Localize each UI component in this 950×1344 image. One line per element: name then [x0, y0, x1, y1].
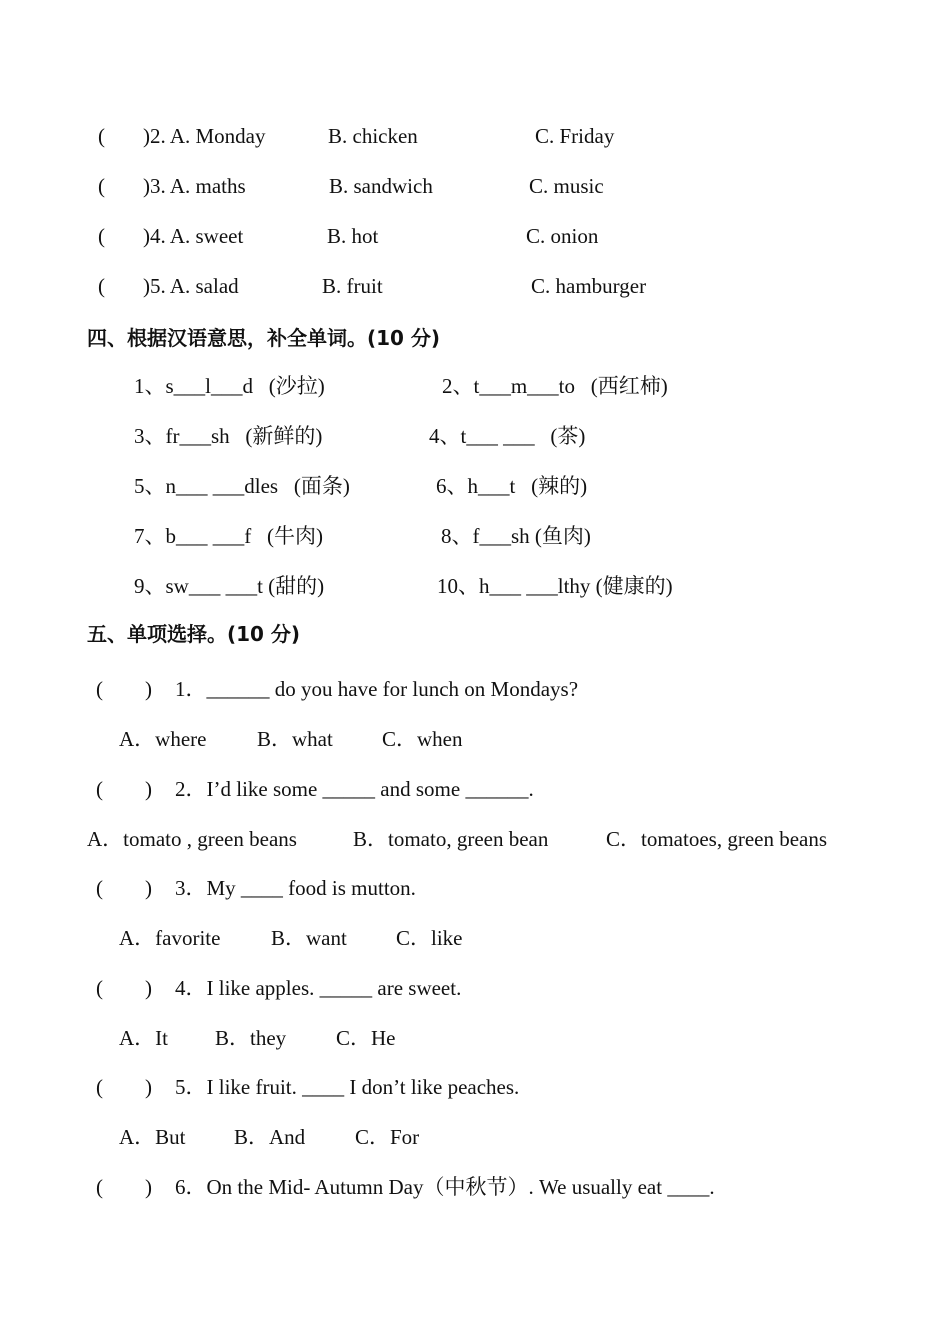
- option-c: C．when: [382, 727, 463, 751]
- answer-paren-open: (: [98, 274, 105, 298]
- fill-word-item: 10、h___ ___lthy (健康的): [437, 574, 673, 598]
- option-a: A．where: [119, 727, 207, 751]
- option-c: C．For: [355, 1125, 420, 1149]
- fill-word-item: 8、f___sh (鱼肉): [441, 524, 591, 548]
- fill-word-item: 9、sw___ ___t (甜的): [134, 574, 325, 598]
- option-c: C．like: [396, 926, 463, 950]
- mc-option-c: C. hamburger: [531, 274, 647, 298]
- fill-word-item: 2、t___m___to (西红柿): [442, 374, 668, 398]
- fill-word-item: 6、h___t (辣的): [436, 474, 588, 498]
- question-text: 1．______ do you have for lunch on Mondays?: [175, 677, 579, 701]
- fill-word-item: 5、n___ ___dles (面条): [134, 474, 350, 498]
- question-text: 3．My ____ food is mutton.: [175, 876, 416, 900]
- option-b: B．tomato, green bean: [353, 827, 549, 851]
- question-text: 5．I like fruit. ____ I don’t like peaches.: [175, 1075, 520, 1099]
- question-text: 6．On the Mid- Autumn Day（中秋节）. We usually eat ____.: [175, 1175, 715, 1199]
- section4-heading: 四、根据汉语意思，补全单词。(10 分): [87, 326, 441, 350]
- fill-word-item: 3、fr___sh (新鲜的): [134, 424, 323, 448]
- fill-word-item: 1、s___l___d (沙拉): [134, 374, 325, 398]
- mc-option-c: C. Friday: [535, 124, 615, 148]
- option-a: A．But: [119, 1125, 186, 1149]
- option-b: B．And: [234, 1125, 306, 1149]
- mc-question: )4. A. sweet: [143, 224, 244, 248]
- section5-heading: 五、单项选择。(10 分): [87, 622, 301, 646]
- option-a: A．favorite: [119, 926, 221, 950]
- mc-question: )5. A. salad: [143, 274, 239, 298]
- option-b: B．want: [271, 926, 347, 950]
- fill-word-item: 7、b___ ___f (牛肉): [134, 524, 323, 548]
- mc-option-b: B. sandwich: [329, 174, 433, 198]
- answer-paren: ( ): [96, 876, 152, 900]
- mc-option-b: B. fruit: [322, 274, 383, 298]
- option-a: A．It: [119, 1026, 168, 1050]
- option-a: A．tomato , green beans: [87, 827, 297, 851]
- answer-paren-open: (: [98, 224, 105, 248]
- answer-paren-open: (: [98, 124, 105, 148]
- answer-paren: ( ): [96, 677, 152, 701]
- mc-option-b: B. hot: [327, 224, 379, 248]
- mc-option-b: B. chicken: [328, 124, 418, 148]
- mc-question: )3. A. maths: [143, 174, 246, 198]
- mc-option-c: C. music: [529, 174, 604, 198]
- question-text: 4．I like apples. _____ are sweet.: [175, 976, 462, 1000]
- answer-paren: ( ): [96, 777, 152, 801]
- answer-paren: ( ): [96, 1075, 152, 1099]
- answer-paren-open: (: [98, 174, 105, 198]
- answer-paren: ( ): [96, 976, 152, 1000]
- answer-paren: ( ): [96, 1175, 152, 1199]
- question-text: 2．I’d like some _____ and some ______.: [175, 777, 534, 801]
- option-b: B．what: [257, 727, 333, 751]
- option-c: C．He: [336, 1026, 396, 1050]
- mc-option-c: C. onion: [526, 224, 599, 248]
- mc-question: )2. A. Monday: [143, 124, 266, 148]
- fill-word-item: 4、t___ ___ (茶): [429, 424, 586, 448]
- option-b: B．they: [215, 1026, 287, 1050]
- option-c: C．tomatoes, green beans: [606, 827, 828, 851]
